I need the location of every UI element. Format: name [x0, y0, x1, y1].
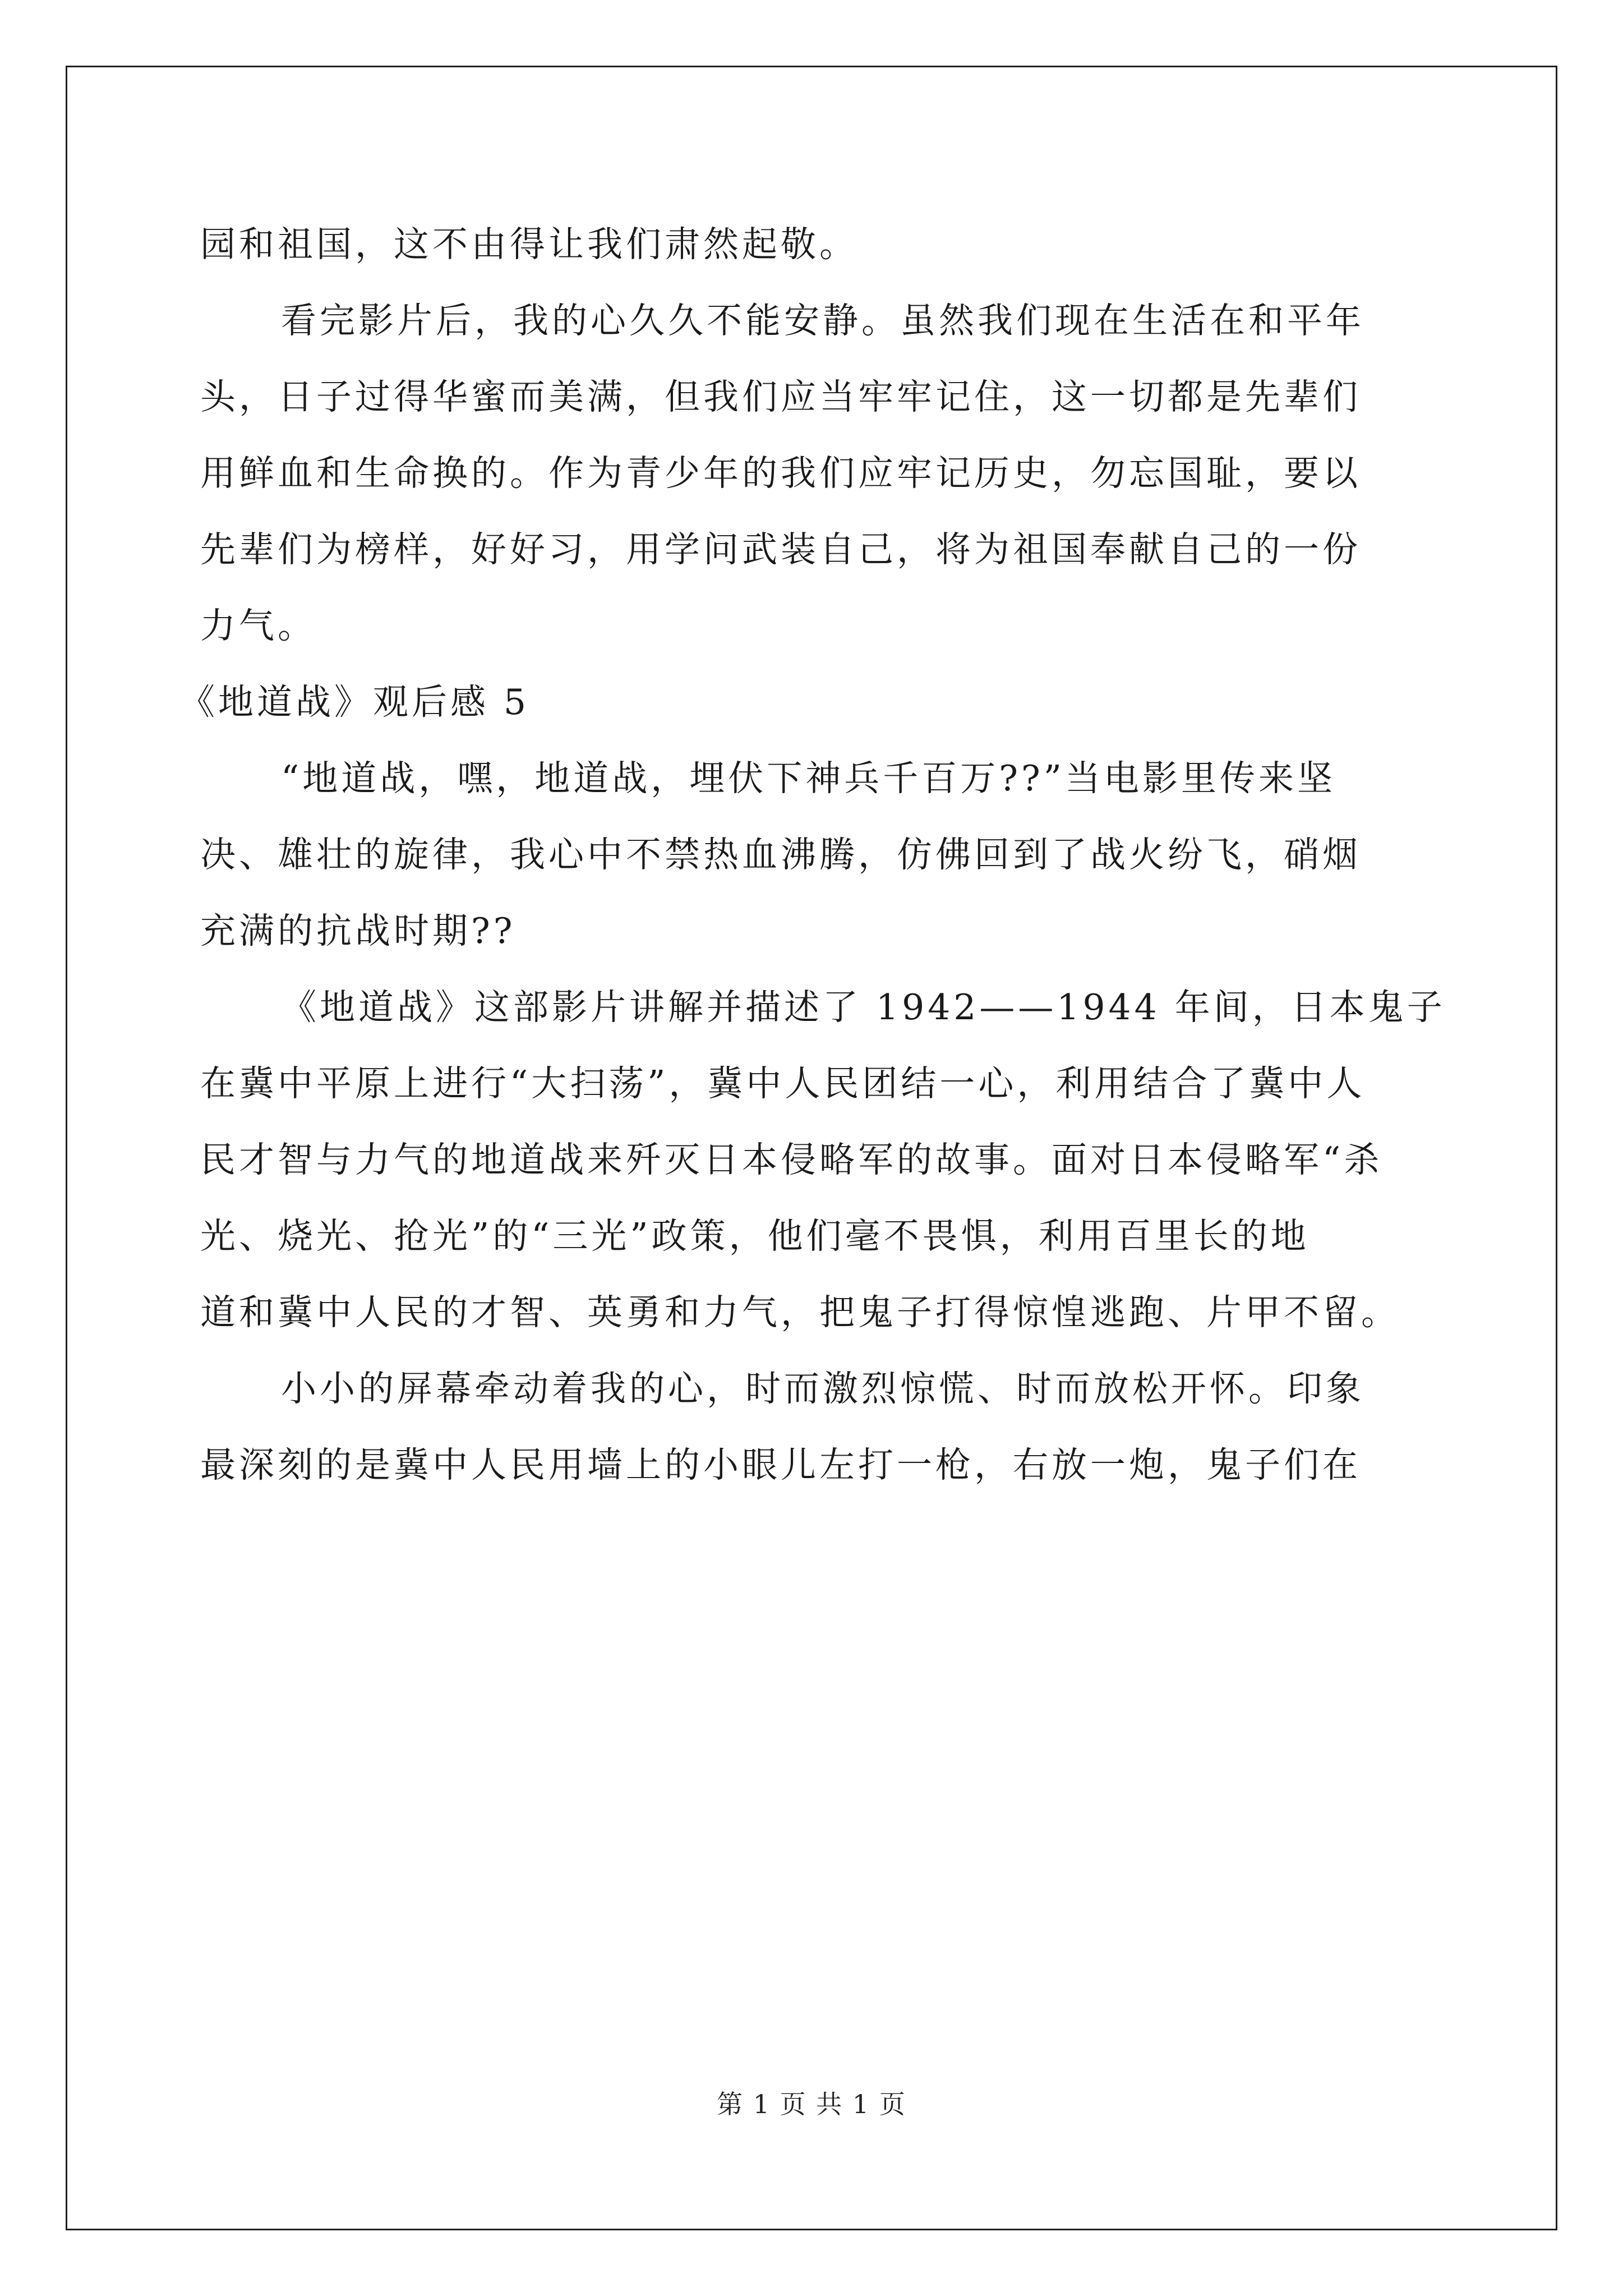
text-line: 光、烧光、抢光”的“三光”政策，他们毫不畏惧，利用百里长的地 [200, 1216, 1310, 1257]
text-line: 道和冀中人民的才智、英勇和力气，把鬼子打得惊惶逃跑、片甲不留。 [200, 1292, 1400, 1333]
document-body [179, 206, 1446, 1503]
text-line: 在冀中平原上进行“大扫荡”，冀中人民团结一心，利用结合了冀中人 [200, 1063, 1366, 1104]
text-line: 看完影片后，我的心久久不能安静。虽然我们现在生活在和平年 [281, 300, 1364, 341]
text-line: 力气。 [200, 605, 316, 646]
text-line: 《地道战》这部影片讲解并描述了 1942——1944 年间，日本鬼子 [281, 987, 1446, 1028]
text-line: 园和祖国，这不由得让我们肃然起敬。 [200, 224, 858, 265]
page-number-footer: 第 1 页 共 1 页 [717, 2089, 906, 2119]
text-line: 小小的屏幕牵动着我的心，时而激烈惊慌、时而放松开怀。印象 [281, 1368, 1364, 1409]
text-line: 决、雄壮的旋律，我心中不禁热血沸腾，仿佛回到了战火纷飞，硝烟 [200, 834, 1361, 875]
section-heading: 《地道战》观后感 5 [179, 682, 530, 723]
text-line: 民才智与力气的地道战来歼灭日本侵略军的故事。面对日本侵略军“杀 [200, 1139, 1383, 1180]
text-line: 最深刻的是冀中人民用墙上的小眼儿左打一枪，右放一炮，鬼子们在 [200, 1444, 1361, 1485]
text-line: “地道战，嘿，地道战，埋伏下神兵千百万??”当电影里传来坚 [281, 758, 1336, 799]
text-line: 先辈们为榜样，好好习，用学问武装自己，将为祖国奉献自己的一份 [200, 529, 1361, 570]
text-line: 头，日子过得华蜜而美满，但我们应当牢牢记住，这一切都是先辈们 [200, 376, 1361, 417]
text-line: 用鲜血和生命换的。作为青少年的我们应牢记历史，勿忘国耻，要以 [200, 453, 1361, 494]
text-line: 充满的抗战时期?? [200, 910, 516, 951]
